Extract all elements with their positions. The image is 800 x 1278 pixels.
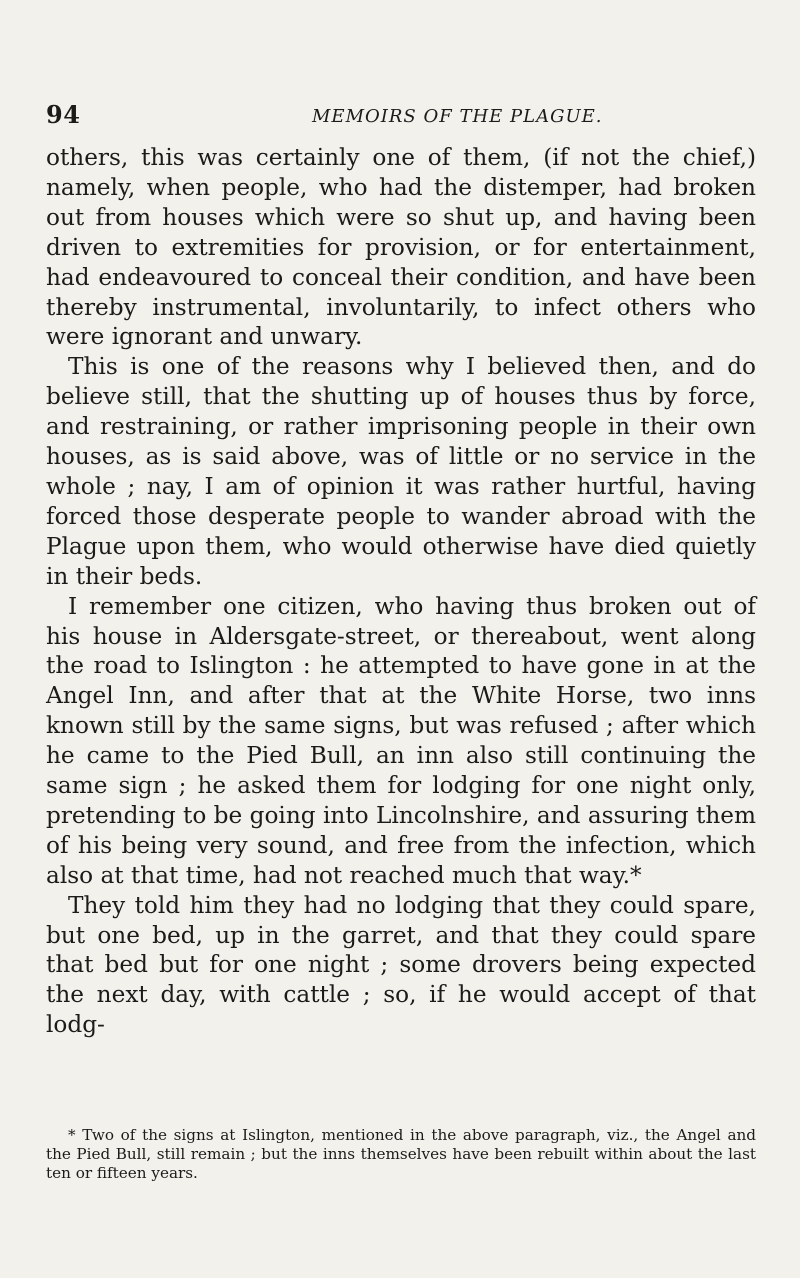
page-header <box>46 100 746 130</box>
paragraph: I remember one citizen, who having thus broken out of his house in Aldersgate-street, or thereabout, went along the road to Islington : he attempted to have gone in at the Angel Inn, and after that at the White Horse, two inns known still by the same signs, but was refused ; after which he came to the Pied Bull, an inn also still continuing the same sign ; he asked them for lodging for one night only, pretending to be going into Lincolnshire, and assuring them of his being very sound, and free from the infection, which also at that time, had not reached much that way.* <box>46 592 756 889</box>
paragraph-continued: others, this was certainly one of them, (if not the chief,) namely, when people, who had the distemper, had broken out from houses which were so shut up, and having been driven to extremities for provision, or for entertainment, had endeavoured to conceal their condition, and have been thereby instrumental, involuntarily, to infect others who were ignorant and unwary. <box>46 144 756 351</box>
body-text <box>46 143 756 1040</box>
footnote-text: * Two of the signs at Islington, mentioned in the above paragraph, viz., the Angel and the Pied Bull, still remain ; but the inns themselves have been rebuilt within about the last ten or fifteen years. <box>46 1126 756 1182</box>
page-number: 94 <box>46 100 81 129</box>
paragraph: They told him they had no lodging that they could spare, but one bed, up in the garret, and that they could spare that bed but for one night ; some drovers being expected the next day, with cattle ; so, if he would accept of that lodg- <box>46 891 756 1039</box>
running-head: MEMOIRS OF THE PLAGUE. <box>312 106 603 127</box>
footnote <box>46 1126 756 1183</box>
paragraph: This is one of the reasons why I believed then, and do believe still, that the shutting up of houses thus by force, and restraining, or rather imprisoning people in their own houses, as is said above, was of little or no service in the whole ; nay, I am of opinion it was rather hurtful, having forced those desperate people to wander abroad with the Plague upon them, who would otherwise have died quietly in their beds. <box>46 353 756 590</box>
